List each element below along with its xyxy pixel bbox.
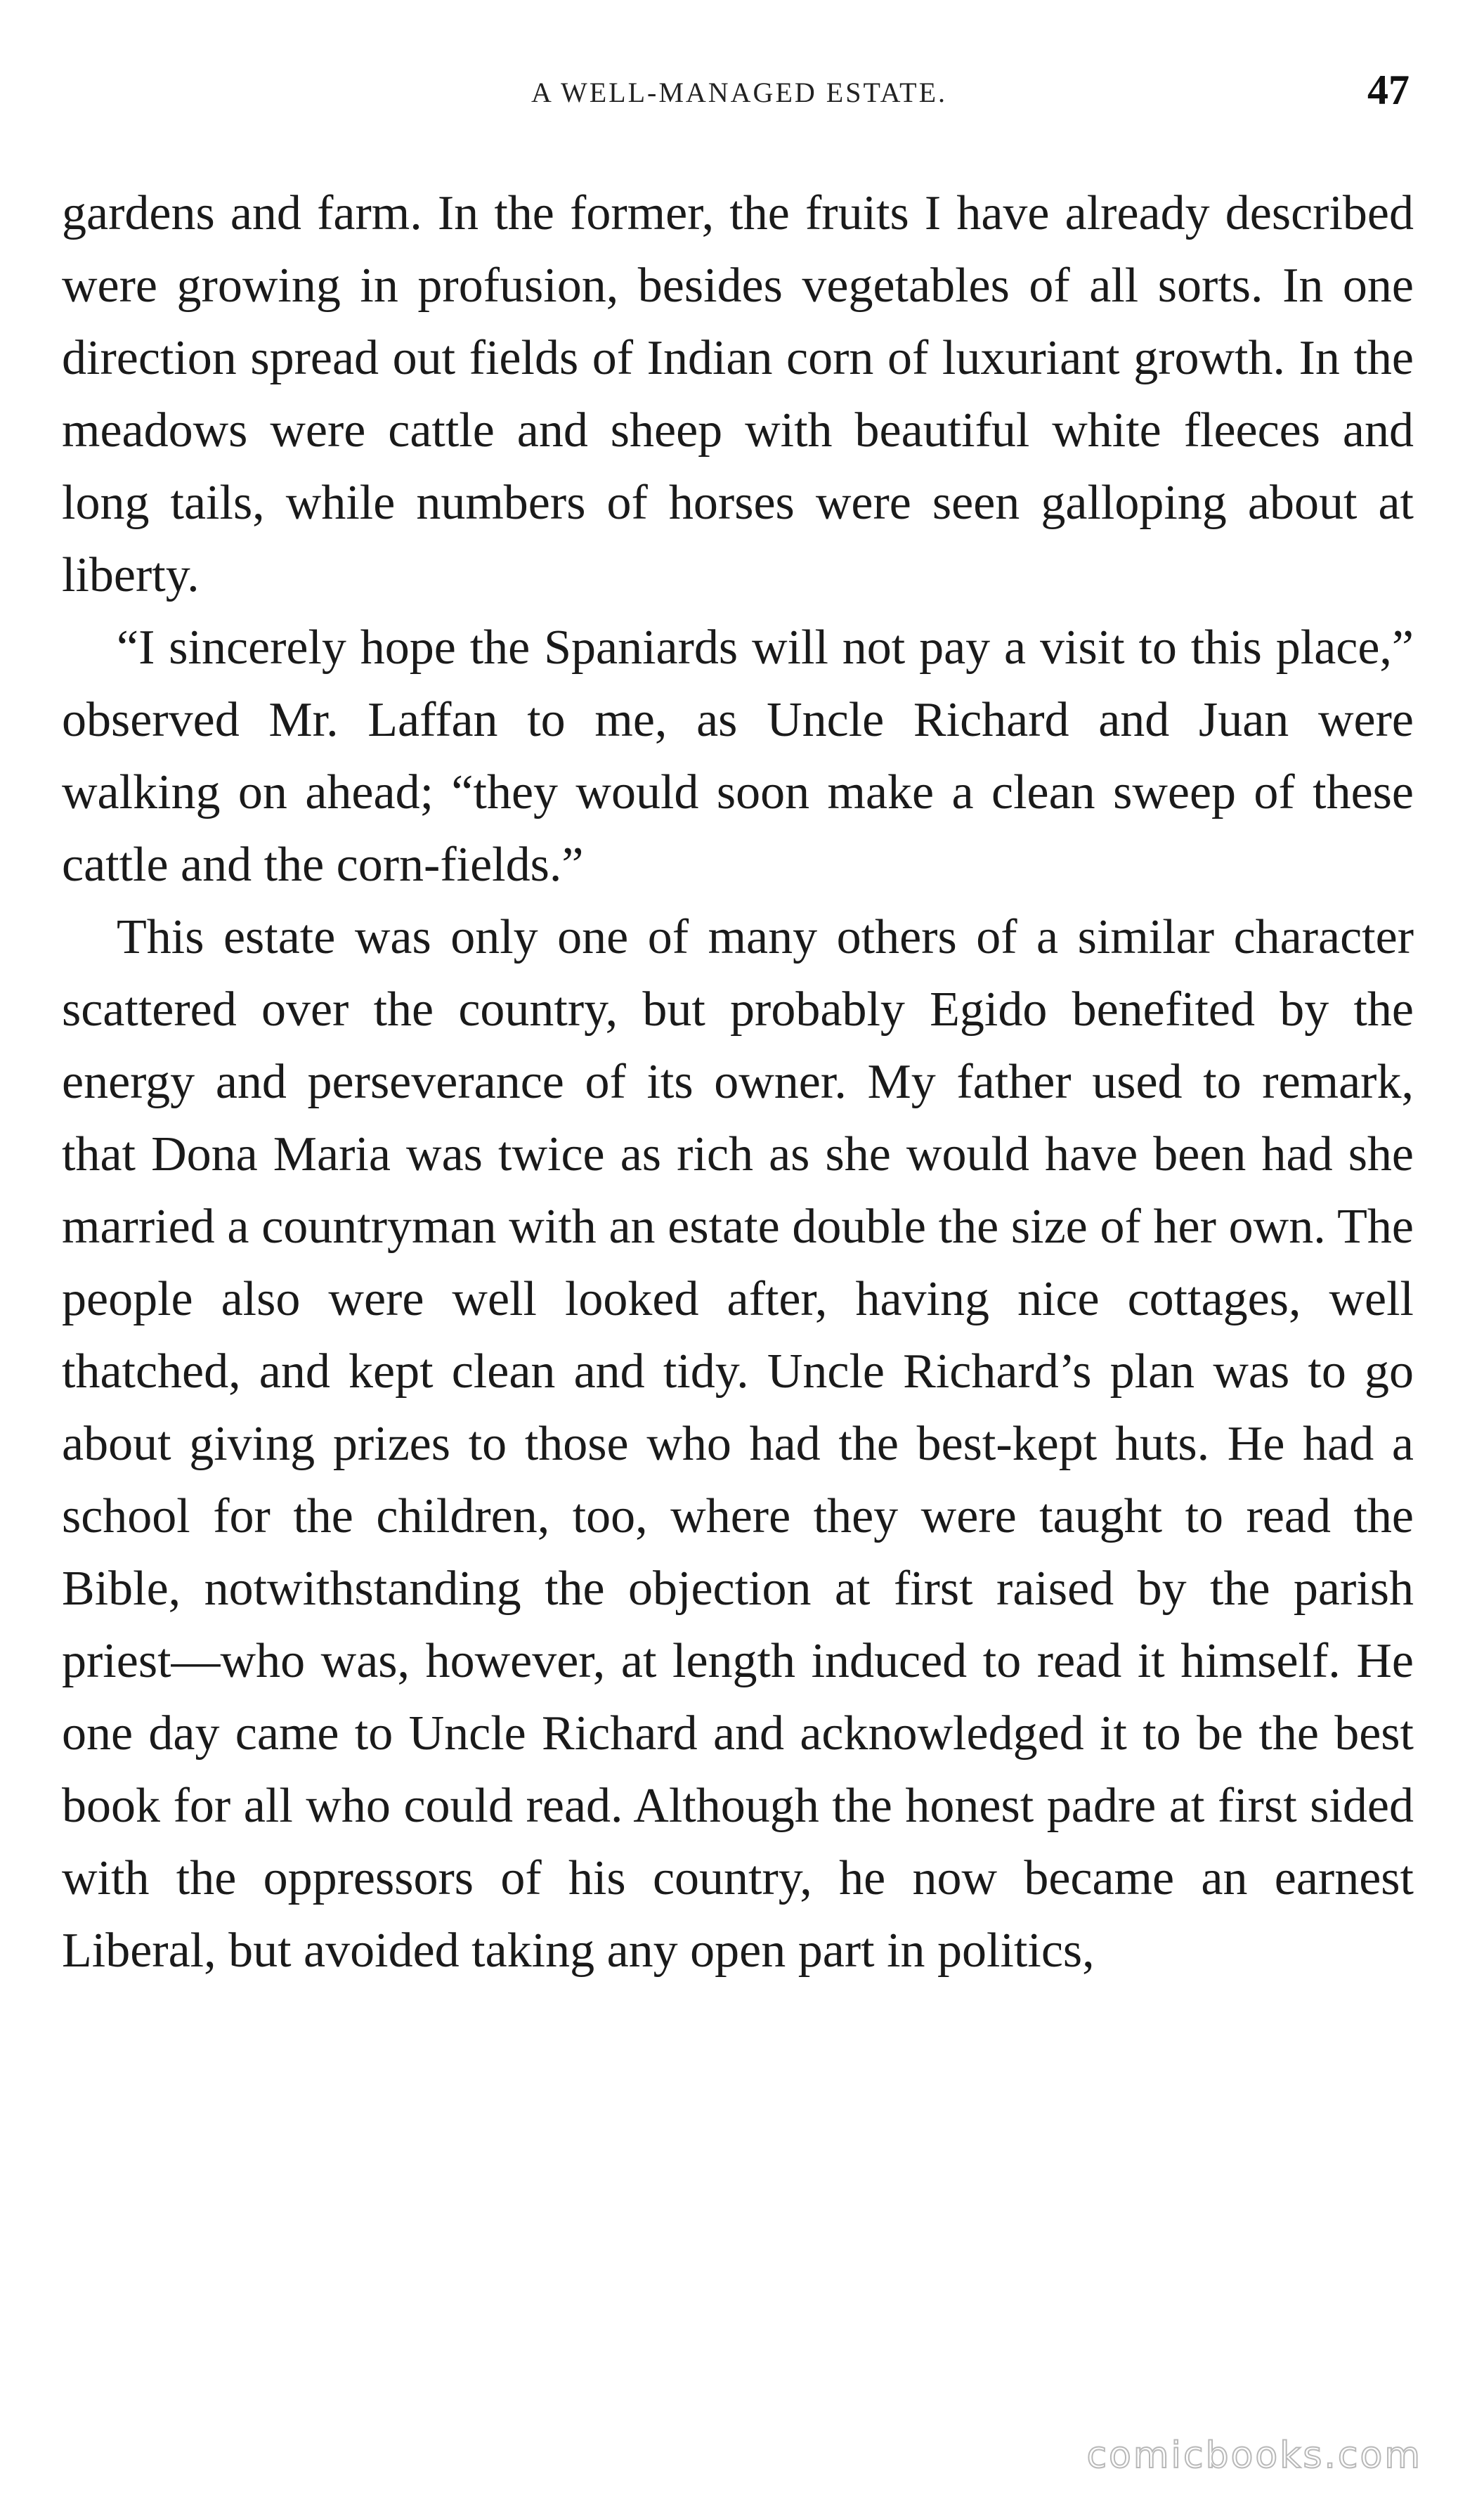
paragraph-dialogue: “I sincerely hope the Spaniards will not pay a visit to this place,” observed Mr. Laffan to me, as Uncle Richard and Juan were walking on ahead; “they would soon make a clean sweep of these cattle and the corn-fields.” <box>62 621 1414 892</box>
paragraph-continued: gardens and farm. In the former, the fruits I have already described were growing in profusion, besides vegetables of all sorts. In one direction spread out fields of Indian corn of luxuriant growth. In the meadows were cattle and sheep with beautiful white fleeces and long tails, while numbers of horses were seen galloping about at liberty. <box>62 186 1414 602</box>
running-head: A WELL-MANAGED ESTATE. <box>531 77 947 108</box>
page-number: 47 <box>1367 67 1410 113</box>
paragraph-estate: This estate was only one of many others of a similar character scattered over the country, but probably Egido benefited by the energy and perseverance of its owner. My father used to remark, that Dona Maria was twice as rich as she would have been had she married a countryman with an estate double the size of her own. The people also were well looked after, having nice cottages, well thatched, and kept clean and tidy. Uncle Richard’s plan was to go about giving prizes to those who had the best-kept huts. He had a school for the children, too, where they were taught to read the Bible, notwithstanding the objection at first raised by the parish priest—who was, however, at length induced to read it himself. He one day came to Uncle Richard and acknowledged it to be the best book for all who could read. Although the honest padre at first sided with the oppressors of his country, he now became an earnest Liberal, but avoided taking any open part in politics, <box>62 910 1414 1978</box>
page-header <box>62 60 1417 124</box>
body-text <box>62 177 1414 1987</box>
watermark: comicbooks.com <box>1086 2435 1422 2477</box>
